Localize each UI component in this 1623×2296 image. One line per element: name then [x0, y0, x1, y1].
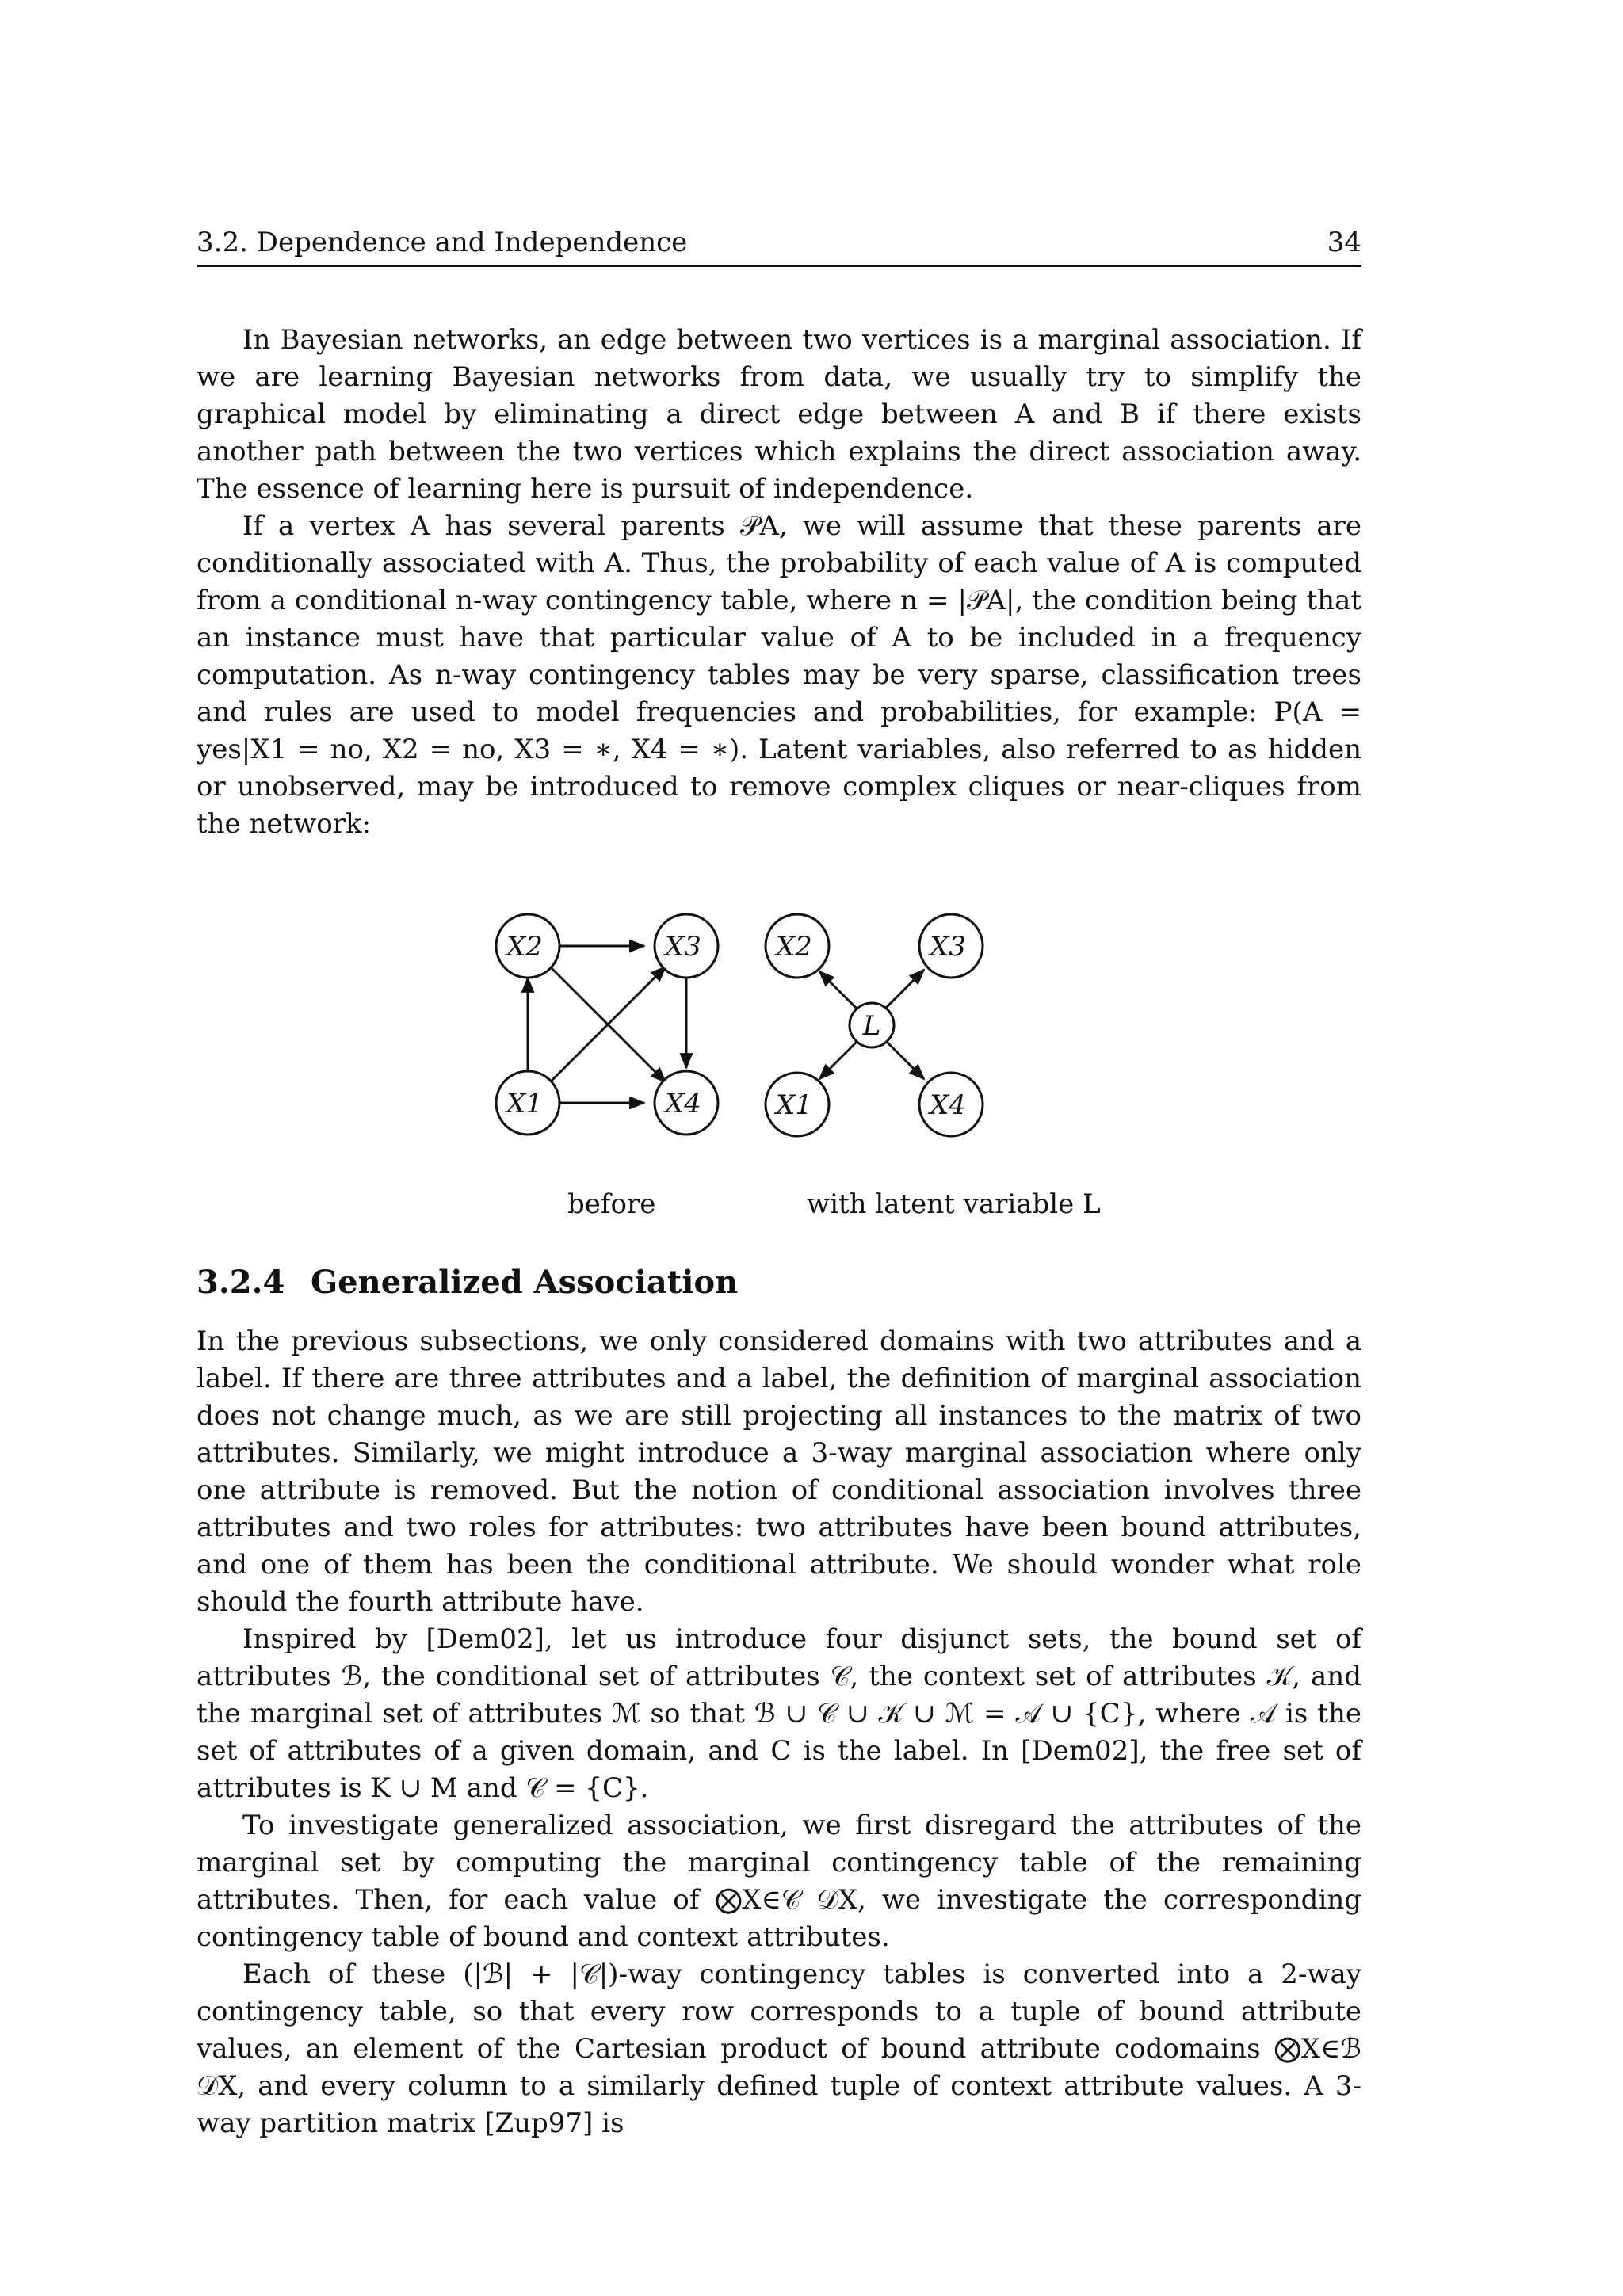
caption-before: before — [567, 1188, 656, 1220]
paragraph: If a vertex A has several parents 𝒫A, we will assume that these parents are conditionally associated with A. Thus, the probability of each value of A is computed from a conditional n-way contingency table, where n = |𝒫A|, the condition being that an instance must have that particular value of A to be included in a frequency computation. As n-way contingency tables may be very sparse, classification trees and rules are used to model frequencies and probabilities, for example: P(A = yes|X1 = no, X2 = no, X3 = ∗, X4 = ∗). Latent variables, also referred to as hidden or unobserved, may be introduced to remove complex cliques or near-cliques from the network: — [197, 510, 1361, 840]
body-text-top — [197, 322, 1361, 843]
edge-l-x1 — [819, 1038, 861, 1079]
subsection-number: 3.2.4 — [197, 1264, 285, 1301]
label-x4: X4 — [930, 1089, 966, 1121]
label-x3: X3 — [930, 931, 966, 963]
subsection-title: Generalized Association — [311, 1264, 739, 1301]
label-x3: X3 — [665, 931, 701, 963]
subsection-heading — [197, 1263, 738, 1302]
label-x1: X1 — [776, 1089, 812, 1121]
edge-l-x4 — [883, 1038, 924, 1079]
label-l: L — [862, 1010, 881, 1042]
edge-l-x3 — [883, 970, 924, 1011]
header-rule — [197, 265, 1361, 267]
label-x2: X2 — [776, 931, 812, 963]
paragraph: Inspired by [Dem02], let us introduce four disjunct sets, the bound set of attributes ℬ, the conditional set of attributes 𝒞, the context set of attributes 𝒦, and the marginal set of attributes ℳ so that ℬ ∪ 𝒞 ∪ 𝒦 ∪ ℳ = 𝒜 ∪ {C}, where 𝒜 is the set of attributes of a given domain, and C is the label. In [Dem02], the free set of attributes is K ∪ M and 𝒞 = {C}. — [197, 1623, 1361, 1804]
caption-latent: with latent variable L — [807, 1188, 1101, 1220]
paragraph: Each of these (|ℬ| + |𝒞|)-way contingency tables is converted into a 2-way contingency table, so that every row corresponds to a tuple of bound attribute values, an element of the Cartesian product of bound attribute codomains ⨂X∈ℬ 𝒟X, and every column to a similarly defined tuple of context attribute values. A 3-way partition matrix [Zup97] is — [197, 1958, 1361, 2139]
header-section-title: 3.2. Dependence and Independence — [197, 227, 688, 258]
edge-l-x2 — [819, 971, 861, 1013]
paragraph: In the previous subsections, we only considered domains with two attributes and a label. If there are three attributes and a label, the definition of marginal association does not change much, as we are still projecting all instances to the matrix of two attributes. Similarly, we might introduce a 3-way marginal association where only one attribute is removed. But the notion of conditional association involves three attributes and two roles for attributes: two attributes have been bound attributes, and one of them has been the conditional attribute. We should wonder what role should the fourth attribute have. — [197, 1325, 1361, 1618]
label-x2: X2 — [506, 931, 543, 963]
paragraph: To investigate generalized association, we first disregard the attributes of the marginal set by computing the marginal contingency table of the remaining attributes. Then, for each value of ⨂X∈𝒞 𝒟X, we investigate the corresponding contingency table of bound and context attributes. — [197, 1810, 1361, 1953]
body-text-bottom — [197, 1323, 1361, 2142]
header-page-number: 34 — [1327, 227, 1361, 258]
paragraph: In Bayesian networks, an edge between two vertices is a marginal association. If we are learning Bayesian networks from data, we usually try to simplify the graphical model by eliminating a direct edge between A and B if there exists another path between the two vertices which explains the direct association away. The essence of learning here is pursuit of independence. — [197, 324, 1361, 505]
label-x1: X1 — [506, 1088, 543, 1119]
label-x4: X4 — [665, 1088, 701, 1119]
